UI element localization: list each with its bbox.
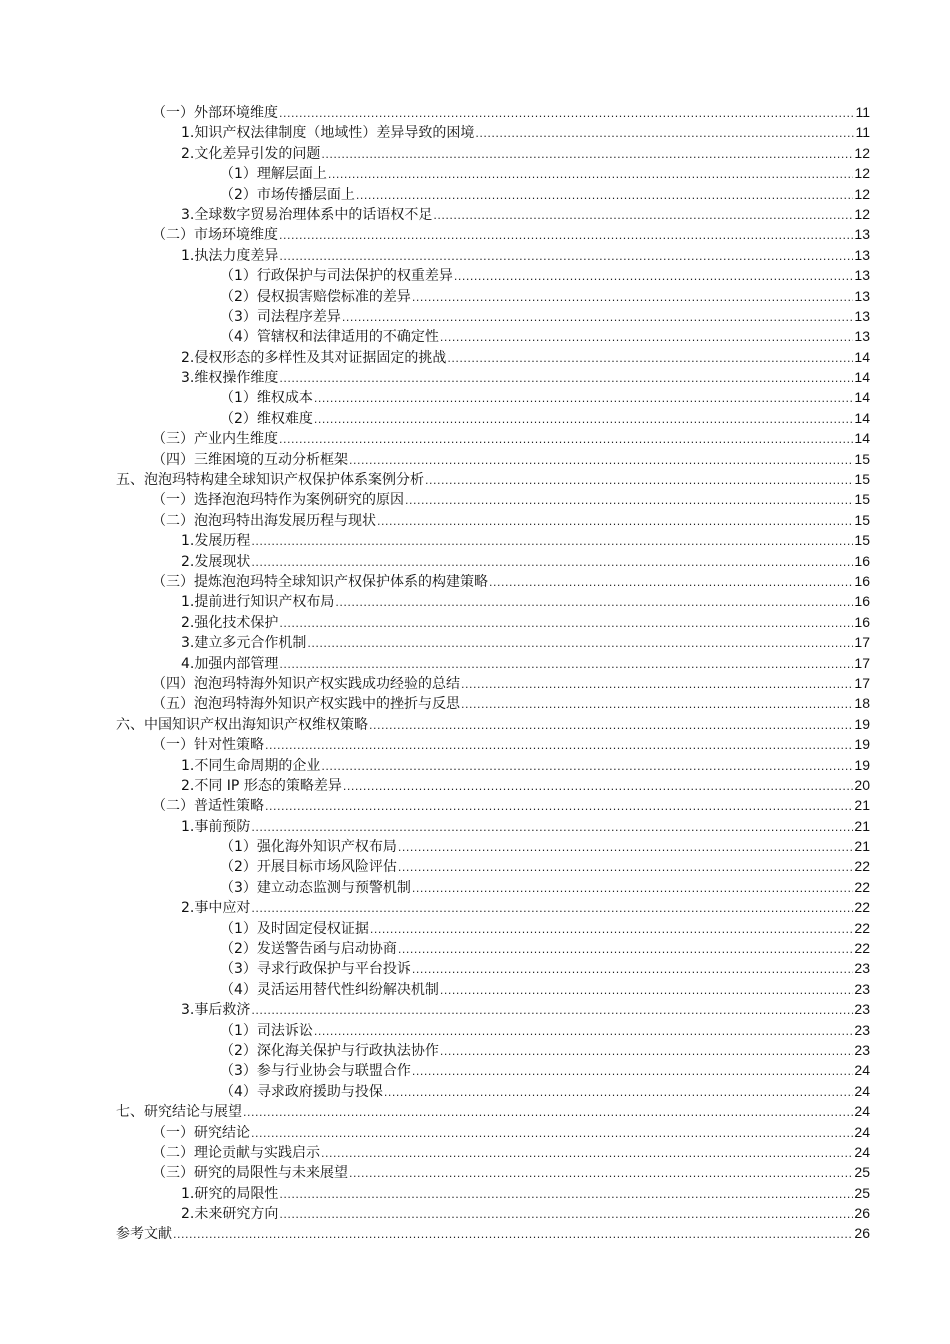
toc-entry-label: （4）灵活运用替代性纠纷解决机制: [220, 981, 439, 998]
dot-leader: [475, 124, 854, 144]
table-of-contents: [0, 102, 950, 1244]
toc-entry-label: （一）针对性策略: [152, 737, 264, 754]
toc-entry-label: （一）选择泡泡玛特作为案例研究的原因: [152, 492, 404, 509]
dot-leader: [307, 634, 853, 654]
toc-entry-page-number: 24: [854, 1143, 870, 1160]
toc-entry-page-number: 19: [854, 736, 870, 753]
toc-entry[interactable]: [0, 897, 950, 917]
dot-leader: [425, 471, 853, 491]
dot-leader: [265, 736, 853, 756]
toc-entry[interactable]: [0, 143, 950, 163]
toc-entry[interactable]: [0, 755, 950, 775]
dot-leader: [314, 410, 854, 430]
toc-entry-label: 2.文化差异引发的问题: [181, 145, 321, 162]
toc-entry-label: （一）研究结论: [152, 1124, 250, 1141]
toc-entry-page-number: 12: [854, 205, 870, 222]
toc-entry-page-number: 26: [854, 1225, 870, 1242]
dot-leader: [440, 328, 854, 348]
toc-entry[interactable]: [0, 591, 950, 611]
toc-entry-label: 3.事后救济: [181, 1002, 251, 1019]
toc-entry-page-number: 15: [854, 511, 870, 528]
dot-leader: [377, 512, 853, 532]
toc-entry-page-number: 21: [854, 838, 870, 855]
toc-entry-page-number: 12: [854, 185, 870, 202]
toc-entry[interactable]: [0, 938, 950, 958]
toc-entry-page-number: 15: [854, 450, 870, 467]
toc-entry[interactable]: [0, 775, 950, 795]
toc-entry-page-number: 11: [855, 104, 870, 120]
dot-leader: [343, 777, 854, 797]
toc-entry[interactable]: [0, 1101, 950, 1121]
dot-leader: [398, 838, 854, 858]
toc-entry-page-number: 13: [854, 267, 870, 284]
toc-entry[interactable]: [0, 795, 950, 815]
dot-leader: [440, 1042, 854, 1062]
dot-leader: [279, 430, 853, 450]
dot-leader: [321, 1144, 853, 1164]
dot-leader: [279, 247, 853, 267]
dot-leader: [447, 349, 853, 369]
dot-leader: [279, 1185, 853, 1205]
toc-entry-page-number: 24: [854, 1103, 870, 1120]
toc-entry[interactable]: [0, 632, 950, 652]
toc-entry-label: 1.事前预防: [181, 818, 251, 835]
toc-entry-label: （2）深化海关保护与行政执法协作: [220, 1042, 439, 1059]
dot-leader: [356, 186, 854, 206]
dot-leader: [369, 716, 853, 736]
toc-entry[interactable]: [0, 204, 950, 224]
dot-leader: [251, 1001, 853, 1021]
toc-entry-label: （二）理论贡献与实践启示: [152, 1144, 320, 1161]
toc-entry[interactable]: [0, 428, 950, 448]
dot-leader: [398, 940, 854, 960]
dot-leader: [279, 226, 853, 246]
dot-leader: [461, 695, 853, 715]
toc-entry-page-number: 12: [854, 144, 870, 161]
toc-entry-label: 3.维权操作维度: [181, 370, 279, 387]
toc-entry[interactable]: [0, 347, 950, 367]
dot-leader: [251, 532, 853, 552]
toc-entry-page-number: 20: [854, 776, 870, 793]
dot-leader: [321, 145, 853, 165]
toc-entry[interactable]: [0, 877, 950, 897]
toc-entry-page-number: 21: [854, 817, 870, 834]
toc-entry[interactable]: [0, 163, 950, 183]
toc-entry[interactable]: [0, 224, 950, 244]
toc-entry[interactable]: [0, 245, 950, 265]
toc-entry-label: （4）管辖权和法律适用的不确定性: [220, 329, 439, 346]
toc-entry-label: （2）市场传播层面上: [220, 186, 355, 203]
toc-entry-label: （三）提炼泡泡玛特全球知识产权保护体系的构建策略: [152, 573, 488, 590]
dot-leader: [243, 1103, 853, 1123]
toc-entry-label: 3.全球数字贸易治理体系中的话语权不足: [181, 206, 433, 223]
toc-entry-page-number: 12: [854, 165, 870, 182]
toc-entry-page-number: 22: [854, 940, 870, 957]
toc-entry-page-number: 17: [854, 654, 870, 671]
dot-leader: [321, 757, 853, 777]
toc-entry-page-number: 15: [854, 471, 870, 488]
toc-entry-label: （二）普适性策略: [152, 798, 264, 815]
toc-entry-page-number: 13: [854, 287, 870, 304]
dot-leader: [314, 389, 854, 409]
toc-entry-page-number: 17: [854, 634, 870, 651]
dot-leader: [173, 1225, 853, 1245]
toc-entry-page-number: 25: [854, 1164, 870, 1181]
toc-entry[interactable]: [0, 326, 950, 346]
toc-entry-page-number: 23: [854, 1021, 870, 1038]
toc-entry-label: （1）司法诉讼: [220, 1022, 313, 1039]
dot-leader: [412, 288, 854, 308]
toc-entry-page-number: 24: [854, 1062, 870, 1079]
toc-entry-page-number: 14: [854, 389, 870, 406]
toc-entry-label: 参考文献: [116, 1226, 172, 1243]
toc-entry-label: （四）泡泡玛特海外知识产权实践成功经验的总结: [152, 675, 460, 692]
toc-entry-page-number: 22: [854, 919, 870, 936]
toc-entry-page-number: 13: [854, 226, 870, 243]
toc-entry[interactable]: [0, 734, 950, 754]
toc-entry-label: 2.事中应对: [181, 900, 251, 917]
toc-entry-label: （1）及时固定侵权证据: [220, 920, 369, 937]
toc-entry-label: 1.研究的局限性: [181, 1185, 279, 1202]
toc-entry-page-number: 24: [854, 1082, 870, 1099]
toc-entry-label: （3）参与行业协会与联盟合作: [220, 1063, 411, 1080]
toc-entry-page-number: 15: [854, 532, 870, 549]
toc-entry-page-number: 26: [854, 1205, 870, 1222]
toc-entry-label: （四）三维困境的互动分析框架: [152, 451, 348, 468]
toc-entry[interactable]: [0, 1142, 950, 1162]
toc-entry-label: （4）寻求政府援助与投保: [220, 1083, 383, 1100]
toc-entry[interactable]: [0, 979, 950, 999]
toc-entry[interactable]: [0, 1203, 950, 1223]
dot-leader: [349, 451, 853, 471]
toc-entry-label: 2.不同 IP 形态的策略差异: [181, 777, 342, 794]
toc-entry-page-number: 17: [854, 674, 870, 691]
dot-leader: [412, 1062, 854, 1082]
toc-entry-page-number: 15: [854, 491, 870, 508]
dot-leader: [251, 553, 853, 573]
toc-entry-page-number: 23: [854, 980, 870, 997]
toc-entry-label: （二）泡泡玛特出海发展历程与现状: [152, 512, 376, 529]
toc-entry-label: 3.建立多元合作机制: [181, 635, 307, 652]
toc-entry-page-number: 22: [854, 878, 870, 895]
toc-entry[interactable]: [0, 1040, 950, 1060]
toc-entry-label: 1.不同生命周期的企业: [181, 757, 321, 774]
toc-entry[interactable]: [0, 653, 950, 673]
dot-leader: [489, 573, 853, 593]
toc-entry-page-number: 14: [854, 409, 870, 426]
toc-entry[interactable]: [0, 673, 950, 693]
toc-entry-page-number: 22: [854, 858, 870, 875]
toc-entry[interactable]: [0, 286, 950, 306]
toc-entry-label: 1.提前进行知识产权布局: [181, 594, 335, 611]
toc-entry-page-number: 11: [855, 124, 870, 141]
dot-leader: [384, 1083, 854, 1103]
toc-entry[interactable]: [0, 122, 950, 142]
dot-leader: [342, 308, 854, 328]
toc-entry-page-number: 16: [854, 613, 870, 630]
dot-leader: [412, 879, 854, 899]
toc-entry[interactable]: [0, 856, 950, 876]
toc-entry-label: （五）泡泡玛特海外知识产权实践中的挫折与反思: [152, 696, 460, 713]
toc-entry-label: （2）维权难度: [220, 410, 313, 427]
toc-entry-label: （3）寻求行政保护与平台投诉: [220, 961, 411, 978]
dot-leader: [335, 593, 853, 613]
toc-entry[interactable]: [0, 693, 950, 713]
toc-entry-page-number: 21: [854, 797, 870, 814]
toc-entry-label: （2）开展目标市场风险评估: [220, 859, 397, 876]
toc-entry-page-number: 18: [854, 695, 870, 712]
dot-leader: [405, 491, 853, 511]
toc-entry-label: 2.强化技术保护: [181, 614, 279, 631]
toc-entry[interactable]: [0, 265, 950, 285]
dot-leader: [279, 369, 853, 389]
toc-entry-page-number: 22: [854, 899, 870, 916]
dot-leader: [440, 981, 854, 1001]
toc-entry-page-number: 23: [854, 1041, 870, 1058]
dot-leader: [328, 165, 854, 185]
toc-entry[interactable]: [0, 408, 950, 428]
dot-leader: [279, 1205, 853, 1225]
toc-entry-label: 2.未来研究方向: [181, 1206, 279, 1223]
toc-entry-page-number: 14: [854, 369, 870, 386]
toc-entry-page-number: 16: [854, 593, 870, 610]
toc-entry-page-number: 25: [854, 1184, 870, 1201]
dot-leader: [412, 960, 854, 980]
toc-entry-page-number: 13: [854, 328, 870, 345]
toc-entry-label: （一）外部环境维度: [152, 105, 278, 121]
toc-entry[interactable]: [0, 306, 950, 326]
toc-entry-label: 1.知识产权法律制度（地域性）差异导致的困境: [181, 125, 475, 142]
dot-leader: [349, 1164, 853, 1184]
toc-entry-label: 1.执法力度差异: [181, 247, 279, 264]
toc-entry[interactable]: [0, 530, 950, 550]
toc-entry[interactable]: [0, 1122, 950, 1142]
dot-leader: [314, 1022, 854, 1042]
toc-entry[interactable]: [0, 816, 950, 836]
toc-entry-label: （1）强化海外知识产权布局: [220, 839, 397, 856]
toc-entry-label: （1）行政保护与司法保护的权重差异: [220, 268, 453, 285]
dot-leader: [279, 655, 853, 675]
toc-entry-page-number: 23: [854, 960, 870, 977]
dot-leader: [370, 920, 854, 940]
toc-entry-page-number: 14: [854, 348, 870, 365]
dot-leader: [251, 899, 853, 919]
toc-entry-page-number: 13: [854, 246, 870, 263]
toc-entry[interactable]: [0, 367, 950, 387]
dot-leader: [265, 797, 853, 817]
toc-entry-label: （三）研究的局限性与未来展望: [152, 1165, 348, 1182]
toc-entry-label: （2）侵权损害赔偿标准的差异: [220, 288, 411, 305]
dot-leader: [433, 206, 853, 226]
dot-leader: [398, 858, 854, 878]
toc-entry-label: （1）维权成本: [220, 390, 313, 407]
toc-entry[interactable]: [0, 449, 950, 469]
toc-entry[interactable]: [0, 1020, 950, 1040]
toc-entry[interactable]: [0, 489, 950, 509]
toc-entry-page-number: 23: [854, 1001, 870, 1018]
toc-entry[interactable]: [0, 999, 950, 1019]
toc-entry[interactable]: [0, 184, 950, 204]
toc-entry[interactable]: [0, 1183, 950, 1203]
toc-entry-label: （2）发送警告函与启动协商: [220, 941, 397, 958]
toc-entry[interactable]: [0, 918, 950, 938]
toc-entry-label: 1.发展历程: [181, 533, 251, 550]
toc-entry[interactable]: [0, 1081, 950, 1101]
toc-entry[interactable]: [0, 1223, 950, 1243]
toc-entry-label: 七、研究结论与展望: [116, 1104, 242, 1121]
toc-entry[interactable]: [0, 612, 950, 632]
toc-entry-page-number: 16: [854, 552, 870, 569]
toc-entry-page-number: 16: [854, 572, 870, 589]
toc-entry[interactable]: [0, 551, 950, 571]
toc-entry-label: （三）产业内生维度: [152, 431, 278, 448]
toc-entry[interactable]: [0, 714, 950, 734]
dot-leader: [279, 614, 853, 634]
dot-leader: [279, 104, 854, 124]
toc-entry-label: （二）市场环境维度: [152, 227, 278, 244]
dot-leader: [251, 1124, 853, 1144]
toc-entry[interactable]: [0, 1162, 950, 1182]
dot-leader: [461, 675, 853, 695]
toc-entry-page-number: 24: [854, 1123, 870, 1140]
toc-entry-label: （3）司法程序差异: [220, 308, 341, 325]
toc-entry[interactable]: [0, 1060, 950, 1080]
toc-entry-page-number: 14: [854, 430, 870, 447]
toc-entry-label: 六、中国知识产权出海知识产权维权策略: [116, 716, 368, 733]
toc-entry-label: 2.侵权形态的多样性及其对证据固定的挑战: [181, 349, 447, 366]
dot-leader: [251, 818, 853, 838]
toc-entry[interactable]: [0, 836, 950, 856]
toc-entry[interactable]: [0, 387, 950, 407]
toc-entry-page-number: 13: [854, 307, 870, 324]
toc-entry-page-number: 19: [854, 715, 870, 732]
toc-entry[interactable]: [0, 571, 950, 591]
toc-entry-label: （3）建立动态监测与预警机制: [220, 879, 411, 896]
toc-entry-label: 五、泡泡玛特构建全球知识产权保护体系案例分析: [116, 472, 424, 489]
toc-entry[interactable]: [0, 102, 950, 122]
toc-entry-label: （1）理解层面上: [220, 166, 327, 183]
toc-entry-label: 4.加强内部管理: [181, 655, 279, 672]
dot-leader: [454, 267, 854, 287]
toc-entry[interactable]: [0, 958, 950, 978]
toc-entry-label: 2.发展现状: [181, 553, 251, 570]
toc-entry[interactable]: [0, 510, 950, 530]
toc-entry-page-number: 19: [854, 756, 870, 773]
toc-entry[interactable]: [0, 469, 950, 489]
